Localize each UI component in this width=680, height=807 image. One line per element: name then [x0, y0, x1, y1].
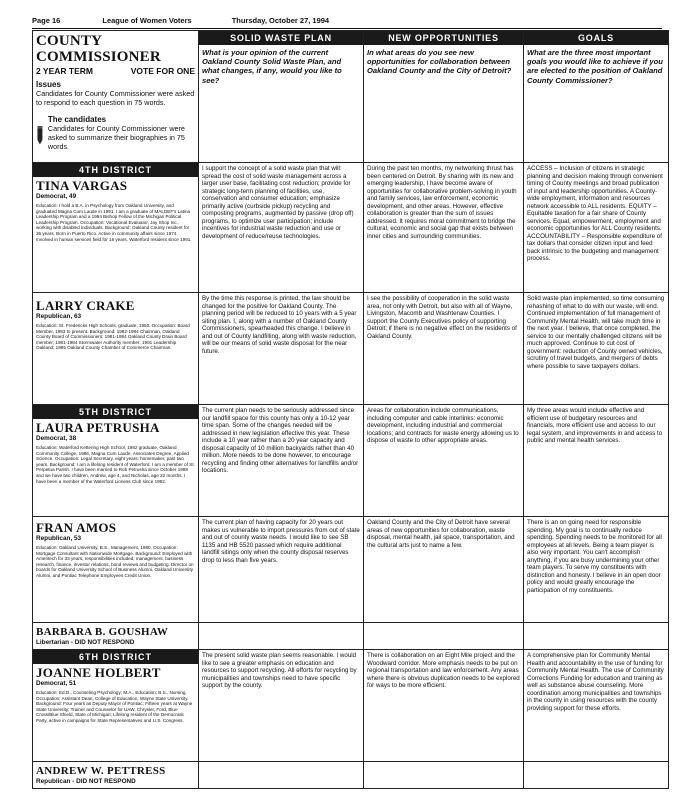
candidate-bio: Education: St. Fredericks High Schools, graduate, 1950. Occupation: Board Member, 1983 to present. Background: 1982-1984 Chairman, Oakland County Board of Commissioners; 1981-1984 Oakland County Drain Board member; 1981-1984 Stormwater Authority member; 1991 Leadership Oakland; 1985 Oakland County Chamber of Commerce Chairman.: [36, 323, 190, 351]
candidate-row: [33, 650, 669, 762]
candidates-note: [36, 115, 195, 155]
candidate-bio-cell: [33, 163, 199, 293]
candidate-row: [33, 762, 669, 789]
candidate-party: Democrat, 49: [36, 193, 77, 200]
vote-label: VOTE FOR ONE: [130, 66, 195, 76]
candidate-bio-cell: [33, 650, 199, 762]
answer-goals: [524, 650, 669, 762]
candidate-name: JOANNE HOLBERT: [36, 665, 161, 680]
question-cell-goals: [524, 31, 669, 163]
candidate-bio: Education: I hold a B.A. in Psychology from Oakland University, and graduated Magna Cum Laude in 1991. I am a graduate of MALDEF's Latina Leadership Program and a 1994 Bishop Fellow of the Michigan Political Leadership Program. Occupation: Vocational Evaluator, Jay Shop Inc., working with disabled individuals. Background: Oakland County resident for 36 years. Born in Puerto Rico. Active in community affairs since 1974. Involved in human services field for 16 years. Waterford resident since 1991.: [36, 203, 192, 242]
candidate-row: [33, 293, 669, 405]
candidate-bio-cell: [33, 762, 199, 789]
answer-text: During the past ten months, my networking thrust has been centered on Detroit. By sharing with its new and emerging leadership, I have become aware of opportunities for collaborative problem-solving in youth and family services, law enforcement, economic development, and other areas. However, effective collaboration is greater than the sum of issues addressed. It requires moral commitment to bridge the cultural, economic and social gap that exists between inner cities and surrounding communities.: [367, 165, 517, 240]
answer-opportunities: [364, 517, 524, 623]
publisher-name: League of Women Voters: [102, 16, 192, 25]
answer-opportunities: [364, 650, 524, 762]
question-header-row: [33, 31, 669, 163]
answer-text: The current plan needs to be seriously addressed since our landfill space for this county has only a 10-12 year time span. Some of the changes needed will be addressed in new legislation effective this year. These include a 10 year rather than a 20 year capacity and disposal capacity of 10 million backyards rather than 40 million. More needs to be done however, to encourage recycling and finding other alternatives for landfills and/or locations.: [202, 407, 359, 474]
candidate-bio-cell: [33, 405, 199, 517]
candidate-bio: Education: Waterford Kettering High School, 1982 graduate, Oakland Community College, 1986, Magna Cum Laude, Associates Degree, Applied Science. Occupation: Legal Secretary, eight years; homemaker, past two years. Background: I am a lifelong resident of Waterford. I am a member of St. Perpetua Parish. I have been married to Rob Petrusha since October 1988 and we have two children, Andrew, age 4, and Nicholas, age 22 months. I have been a member of the Waterford Lioness Club since 1992.: [36, 445, 195, 484]
candidate-name: LAURA PETRUSHA: [36, 420, 160, 435]
answer-waste: [199, 163, 364, 293]
answer-goals: [524, 163, 669, 293]
candidate-party: Democrat, 51: [36, 680, 77, 687]
candidate-party: Republican, 63: [36, 313, 82, 320]
candidate-bio-cell: [33, 293, 199, 405]
question-text: In what areas do you see new opportunities for collaboration between Oakland County and the City of Detroit?: [367, 48, 512, 76]
candidate-row: [33, 623, 669, 650]
answer-waste: [199, 650, 364, 762]
answer-text: A comprehensive plan for Community Mental Health and accountability in the use of funding for Community Mental Health. The use of Community Corrections Funding for education and training as well as substance abuse counseling. More coordination among municipalities and townships in the county in using resources with the county providing support for these efforts.: [527, 652, 664, 712]
candidate-name: FRAN AMOS: [36, 520, 117, 535]
answer-waste: [199, 762, 364, 789]
header-rule: [32, 28, 662, 29]
question-text: What is your opinion of the current Oakland County Solid Waste Plan, and what changes, if any, would you like to see?: [202, 48, 342, 85]
issue-date: Thursday, October 27, 1994: [231, 16, 330, 25]
issues-text: Candidates for County Commissioner were asked to respond to each question in 75 words.: [36, 89, 195, 107]
candidate-bio: Education: Ed.D., Counseling Psychology; M.A., Education; B.S., Nursing. Occupation: Assistant Dean, College of Education, Wayne State University. Background: Four years as Deputy Mayor of Pontiac; Fifteen years at Wayne State University; Trainer and Counselor for UAW, Chrysler, Ford, Blue Cross/Blue Shield, State of Michigan; Lifelong resident of the Democratic Party, active in campaigns for State Representatives and U.S. Congress.: [36, 690, 193, 723]
answer-text: There is collaboration on an Eight Mile project and the Woodward corridor. More emphasis needs to be put on regional transportation and law enforcement. Any areas where there is obvious duplication needs to be explored for ways to be more efficient.: [367, 652, 520, 689]
candidates-text: Candidates for County Commissioner were asked to summarize their biographies in 75 words.: [47, 124, 185, 151]
answer-opportunities: [364, 293, 524, 405]
question-label: NEW OPPORTUNITIES: [364, 31, 523, 45]
answer-opportunities: [364, 762, 524, 789]
candidate-row: [33, 163, 669, 293]
answer-text: My three areas would include effective and efficient use of budgetary resources and financials, more efficient use and access to our legal system, and improvements in and access to public and mental health services.: [527, 407, 663, 444]
issues-heading: Issues: [36, 80, 61, 89]
candidate-party: Republican, 53: [36, 535, 82, 542]
answer-goals: [524, 405, 669, 517]
answer-opportunities: [364, 405, 524, 517]
answer-text: ACCESS – Inclusion of citizens in strategic planning and decision making through convenient timing of County meetings and broad publication of input and leadership opportunities. A County-wide employment, information and resources network accessible to ALL residents. EQUITY – Equitable taxation for a fair share of County services. Equal, empowerment, employment and economic opportunities for ALL County residents. ACCOUNTABILITY – Responsible expenditure of tax dollars that consider citizen input and feed back intrinsic to the budgeting and management process.: [527, 165, 663, 262]
answer-text: Solid waste plan implemented, so time consuming rehashing of what to do with our waste, will end. Continued implementation of full management of Community Mental Health, will take much time in the next year. I believe, that once completed, the service to our mentally challenged citizens will be much approved. Continue to cut cost of government: reduction of County owned vehicles, scrutiny of travel budgets, and mergers of debts where possible to save taxpayers dollars.: [527, 295, 665, 370]
answer-text: I support the concept of a solid waste plan that will: spread the cost of solid waste management across a larger user base, facilitating cost reduction; provide for strategic long-term planning of facilities, use, conservation and consumer education; emphasize primarily active (curbside pickup) recycling and composting programs, augmented by passive (drop off) programs, to optimize user participation; include incentives for industrial waste reduction and use or development of reduce/reuse technologies.: [202, 165, 354, 240]
pencil-icon: [36, 115, 44, 155]
question-cell-waste: [199, 31, 364, 163]
district-banner: 6TH DISTRICT: [33, 650, 198, 664]
answer-opportunities: [364, 163, 524, 293]
candidate-name: TINA VARGAS: [36, 178, 128, 193]
candidate-row: [33, 405, 669, 517]
candidate-row: [33, 517, 669, 623]
candidate-bio-cell: [33, 623, 199, 650]
answer-goals: [524, 762, 669, 789]
question-text: What are the three most important goals you would like to achieve if you are elected to the position of Oakland County Commissioner?: [527, 48, 663, 85]
answer-text: The present solid waste plan seems reasonable. I would like to see a greater emphasis on education and resources to support recycling. All efforts for recycling by municipalities and townships need to have specific support by the county.: [202, 652, 357, 689]
office-subtitle: [36, 66, 195, 76]
office-title: COUNTY COMMISSIONER: [36, 33, 161, 65]
answer-waste: [199, 623, 364, 650]
answer-waste: [199, 293, 364, 405]
candidates-heading: The candidates: [47, 115, 107, 124]
question-cell-opportunities: [364, 31, 524, 163]
page-number: Page 16: [32, 16, 61, 25]
answer-text: There is an on going need for responsible spending. My goal is to continually reduce spending. Spending needs to be monitored for all employees at all levels. Being a team player is also very important. You can't accomplish anything, if you are busy undermining your other team players. To serve my constituents with distinction and honesty. I believe in an open door policy and would greatly encourage the participation of my constituents.: [527, 519, 662, 594]
candidate-party: Democrat, 38: [36, 435, 77, 442]
answer-goals: [524, 517, 669, 623]
candidate-grid: [32, 30, 669, 789]
candidate-bio: Education: Oakland University, B.S., Management, 1980. Occupation: Mortgage Consultant with Nationwide Mortgage. Background: Employed with Ameritech for 33 years, responsibilities included, management, business research, finance, investor relations, bond reviews and budgeting. Director on boards for Oakland University School of Business Alumni, Oakland University Alumni, and Pontiac Telephone Employees Credit Union.: [36, 545, 194, 578]
answer-waste: [199, 405, 364, 517]
answer-text: By the time this response is printed, the law should be changed for the positive for Oakland County. The planning period will be reduced to 10 years with a 5 year siting plan. I, along with a number of Oakland County Commissioners, spearheaded this change. I believe in and out of County landfilling, along with waste reduction, will be our means of solid waste disposal for the near future.: [202, 295, 357, 355]
answer-text: Areas for collaboration include communications, including computer and cable interlinks: economic development, including industrial and commercial locations; and contracts for waste energy allowing us to dispose of waste to other appropriate areas.: [367, 407, 519, 444]
question-label: GOALS: [524, 31, 668, 45]
question-label: SOLID WASTE PLAN: [199, 31, 363, 45]
candidate-party: Republican - DID NOT RESPOND: [36, 778, 136, 785]
candidate-party: Libertarian - DID NOT RESPOND: [36, 639, 135, 646]
term-label: 2 YEAR TERM: [36, 66, 93, 76]
district-banner: 4TH DISTRICT: [33, 163, 198, 177]
candidate-name: LARRY CRAKE: [36, 298, 135, 313]
answer-opportunities: [364, 623, 524, 650]
answer-text: Oakland County and the City of Detroit have several areas of new opportunities for collaboration, waste disposal, mental health, jail space, transportation, and the cultural arts just to name a few.: [367, 519, 515, 549]
candidate-bio-cell: [33, 517, 199, 623]
intro-cell: [33, 31, 199, 163]
district-banner: 5TH DISTRICT: [33, 405, 198, 419]
answer-waste: [199, 517, 364, 623]
answer-goals: [524, 623, 669, 650]
answer-text: The current plan of having capacity for 20 years out makes us vulnerable to import pressures from out of state and out of county waste needs. I would like to see SB 1135 and HB 5520 passed which require additional landfill sitings only when the county disposal reserves drop to less than five years.: [202, 519, 360, 564]
answer-text: I see the possibility of cooperation in the solid waste area, not only with Detroit, but also with all of Wayne, Livingston, Macomb and Washtenaw Counties. I support the County Executives policy of supporting Detroit; if there is no negative effect on the residents of Oakland County.: [367, 295, 517, 340]
answer-goals: [524, 293, 669, 405]
candidate-name: ANDREW W. PETTRESS: [36, 765, 166, 777]
candidate-name: BARBARA B. GOUSHAW: [36, 626, 169, 638]
page-header: [32, 14, 662, 27]
